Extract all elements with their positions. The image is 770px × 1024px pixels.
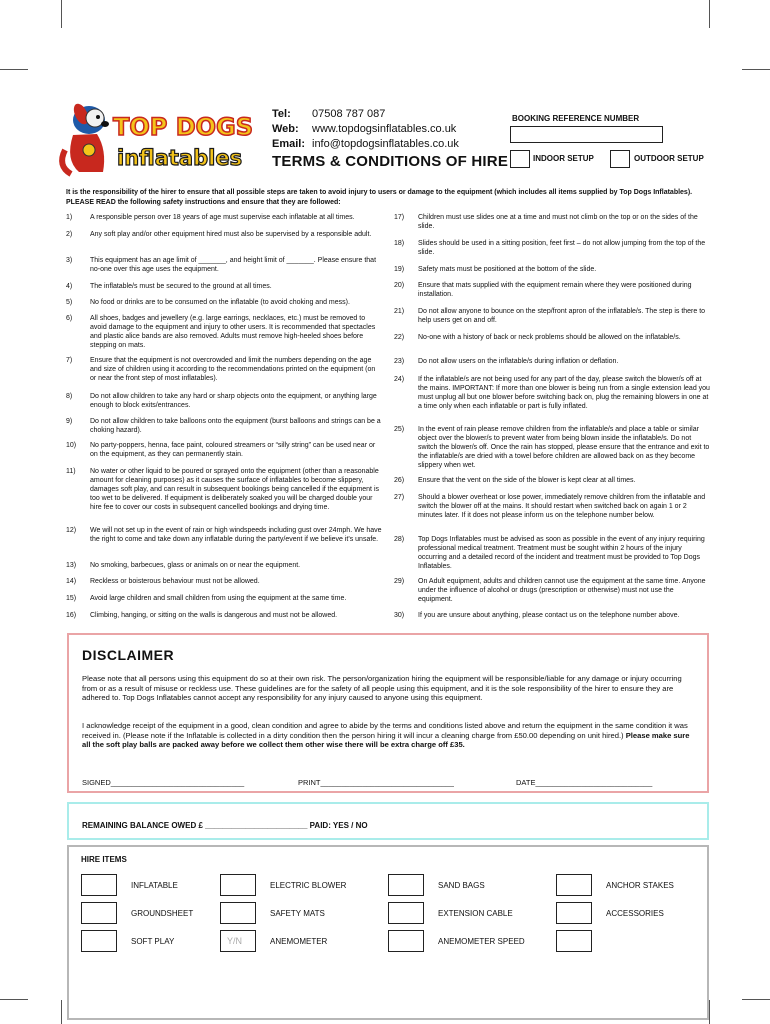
- term-item: [66, 282, 382, 291]
- hire-item-checkbox[interactable]: [556, 902, 592, 924]
- hire-item-checkbox[interactable]: [388, 930, 424, 952]
- contact-block: [272, 107, 459, 152]
- term-number: 13): [66, 562, 77, 569]
- hire-item-checkbox[interactable]: [81, 902, 117, 924]
- term-text: This equipment has an age limit of _______, and height limit of _______. Please ensure that no-one over this age uses the equipment.: [90, 257, 377, 273]
- tel-value: 07508 787 087: [312, 108, 386, 120]
- term-number: 17): [394, 214, 405, 221]
- term-number: 15): [66, 595, 77, 602]
- booking-reference-field[interactable]: [510, 126, 663, 143]
- tel-label: Tel:: [272, 108, 291, 120]
- term-number: 28): [394, 536, 405, 543]
- term-number: 27): [394, 494, 405, 501]
- term-item: [66, 467, 382, 512]
- term-number: 19): [394, 266, 405, 273]
- acknowledgement-paragraph: [82, 721, 694, 750]
- term-number: 26): [394, 477, 405, 484]
- term-item: [394, 357, 710, 366]
- term-number: 16): [66, 612, 77, 619]
- hire-items-title: HIRE ITEMS: [81, 855, 127, 864]
- term-number: 29): [394, 578, 405, 585]
- balance-section: [67, 802, 709, 840]
- web-label: Web:: [272, 123, 299, 135]
- term-item: [394, 213, 710, 231]
- term-text: Reckless or boisterous behaviour must not be allowed.: [90, 578, 260, 585]
- term-item: [394, 611, 710, 620]
- term-text: All shoes, badges and jewellery (e.g. large earrings, necklaces, etc.) must be removed to avoid damage to the equipment and injury to other users. It is recommended that spectacles and plastic alice bands are also removed. Adults must remove high-heeled shoes before stepping on mats.: [90, 315, 376, 349]
- term-number: 12): [66, 527, 77, 534]
- hire-item-label: ACCESSORIES: [606, 909, 664, 918]
- term-number: 23): [394, 358, 405, 365]
- disclaimer-paragraph: Please note that all persons using this equipment do so at their own risk. The person/organization hiring the equipment will be responsible/liable for any damage or injury occurring from or as a result of misuse or reckless use. These guidelines are for the safety of all people using this equipment, and it is the sole responsibility of the hirer to ensure they are adhered to. Top Dogs Inflatables cannot accept any responsibility for any injury caused to anyone using this equipment.: [82, 674, 682, 703]
- term-number: 4): [66, 283, 73, 290]
- term-item: [66, 298, 382, 307]
- term-item: [394, 265, 710, 274]
- term-text: Do not allow users on the inflatable/s during inflation or deflation.: [418, 358, 619, 365]
- term-number: 11): [66, 468, 76, 475]
- term-text: We will not set up in the event of rain or high windspeeds including gust over 24mph. We have the right to come and take down any inflatable during the party/event if we believe it's unsafe.: [90, 527, 382, 543]
- term-text: A responsible person over 18 years of age must supervise each inflatable at all times.: [90, 214, 355, 221]
- term-text: If you are unsure about anything, please contact us on the telephone number above.: [418, 612, 680, 619]
- term-item: [394, 307, 710, 325]
- crop-mark: [61, 0, 62, 28]
- term-item: [66, 314, 382, 350]
- term-number: 14): [66, 578, 77, 585]
- outdoor-setup-label: OUTDOOR SETUP: [634, 154, 704, 163]
- outdoor-setup-checkbox[interactable]: [610, 150, 630, 168]
- term-text: Climbing, hanging, or sitting on the walls is dangerous and must not be allowed.: [90, 612, 338, 619]
- term-text: Ensure that the vent on the side of the blower is kept clear at all times.: [418, 477, 636, 484]
- indoor-setup-label: INDOOR SETUP: [533, 154, 594, 163]
- hire-item-checkbox[interactable]: [220, 874, 256, 896]
- term-text: Top Dogs Inflatables must be advised as soon as possible in the event of any injury requiring professional medical treatment. Treatment must be sought within 2 hours of the injury occurring and a detailed record of the incident and treatment must be provided to Top Dogs Inflatables.: [418, 536, 705, 570]
- hire-item-checkbox[interactable]: [220, 902, 256, 924]
- term-text: Children must use slides one at a time and must not climb on the top or on the sides of the slide.: [418, 214, 698, 230]
- brand-line1: TOP DOGS: [113, 113, 254, 141]
- term-number: 24): [394, 376, 405, 383]
- crop-mark: [742, 69, 770, 70]
- disclaimer-section: [67, 633, 709, 793]
- term-text: No smoking, barbecues, glass or animals on or near the equipment.: [90, 562, 301, 569]
- term-text: Do not allow children to take balloons onto the equipment (burst balloons and strings can be a choking hazard).: [90, 418, 381, 434]
- web-value: www.topdogsinflatables.co.uk: [312, 123, 457, 135]
- intro-text: It is the responsibility of the hirer to ensure that all possible steps are taken to avoid injury to users or damage to the equipment (which includes all items supplied by Top Dogs Inflatables). PLEASE READ the following safety instructions and ensure that they are followed:: [66, 189, 693, 206]
- term-number: 8): [66, 393, 73, 400]
- term-item: [394, 425, 710, 470]
- term-number: 21): [394, 308, 405, 315]
- term-item: [394, 577, 710, 604]
- crop-mark: [0, 69, 28, 70]
- term-text: Avoid large children and small children from using the equipment at the same time.: [90, 595, 347, 602]
- term-number: 22): [394, 334, 405, 341]
- term-item: [66, 230, 382, 239]
- term-number: 1): [66, 214, 73, 221]
- term-item: [394, 333, 710, 342]
- term-item: [394, 493, 710, 520]
- print-field[interactable]: PRINT________________________________: [298, 778, 454, 787]
- term-text: No-one with a history of back or neck problems should be allowed on the inflatable/s.: [418, 334, 681, 341]
- email-label: Email:: [272, 138, 306, 150]
- term-item: [66, 561, 382, 570]
- hire-item-label: INFLATABLE: [131, 881, 178, 890]
- term-item: [66, 441, 382, 459]
- hire-item-checkbox[interactable]: [388, 902, 424, 924]
- balance-text[interactable]: REMAINING BALANCE OWED £ _______________________ PAID: YES / NO: [82, 821, 368, 830]
- term-item: [394, 375, 710, 411]
- crop-mark: [742, 999, 770, 1000]
- term-item: [66, 392, 382, 410]
- term-item: [66, 611, 382, 620]
- date-field[interactable]: DATE____________________________: [516, 778, 653, 787]
- hire-item-label: ELECTRIC BLOWER: [270, 881, 347, 890]
- page-title: TERMS & CONDITIONS OF HIRE: [272, 153, 509, 170]
- term-number: 7): [66, 357, 73, 364]
- term-item: [66, 577, 382, 586]
- soft-play-warning: Please make sure all the soft play balls are packed away before we collect them other wise there will be extra charge off £35.: [82, 730, 690, 750]
- hire-item-checkbox[interactable]: [556, 930, 592, 952]
- hire-item-checkbox[interactable]: [556, 874, 592, 896]
- term-text: No food or drinks are to be consumed on the inflatable (to avoid choking and mess).: [90, 299, 350, 306]
- term-item: [66, 417, 382, 435]
- booking-reference-label: BOOKING REFERENCE NUMBER: [512, 114, 640, 123]
- term-text: On Adult equipment, adults and children cannot use the equipment at the same time. Anyone under the influence of alcohol or drugs (prescription or otherwise) must not use the equipment.: [418, 578, 706, 603]
- indoor-setup-checkbox[interactable]: [510, 150, 530, 168]
- brand-logo: [55, 90, 270, 180]
- term-number: 10): [66, 442, 77, 449]
- hire-items-section: [67, 845, 709, 1020]
- term-number: 2): [66, 231, 73, 238]
- hire-item-label: GROUNDSHEET: [131, 909, 194, 918]
- term-item: [394, 239, 710, 257]
- term-number: 6): [66, 315, 73, 322]
- hire-item-label: EXTENSION CABLE: [438, 909, 513, 918]
- acknowledgement-text: I acknowledge receipt of the equipment in a good, clean condition and agree to abide by the terms and conditions listed above and return the equipment in the same condition it was received in. (Please note if the Inflatable is collected in a dirty condition then the person hiring it will incur a cleaning charge from £50.00 depending on unit hired.): [82, 721, 688, 740]
- crop-mark: [709, 0, 710, 28]
- disclaimer-title: DISCLAIMER: [82, 647, 175, 663]
- term-item: [66, 526, 382, 544]
- term-number: 30): [394, 612, 405, 619]
- term-text: Slides should be used in a sitting position, feet first – do not allow jumping from the top of the slide.: [418, 240, 706, 256]
- term-text: If the inflatable/s are not being used for any part of the day, please switch the blower/s off at the mains. IMPORTANT: If more than one blower is being run from a single extension lead you must unplug all but one blower before switching back on, plug the remaining blowers in one at a time only when each inflatable or part is fully inflated.: [418, 376, 710, 410]
- term-text: Ensure that the equipment is not overcrowded and limit the numbers depending on the age and size of children using it according to the recommendations printed on the equipment (on or near the front step of most inflatables).: [90, 357, 376, 382]
- term-text: The inflatable/s must be secured to the ground at all times.: [90, 283, 272, 290]
- hire-item-label: ANEMOMETER: [270, 937, 328, 946]
- term-text: No party-poppers, henna, face paint, coloured streamers or “silly string” can be used near or on the equipment, as they can permanently stain.: [90, 442, 376, 458]
- hire-item-label: SAND BAGS: [438, 881, 485, 890]
- crop-mark: [709, 1000, 710, 1024]
- hire-item-label: SOFT PLAY: [131, 937, 175, 946]
- term-item: [66, 356, 382, 383]
- term-text: Do not allow anyone to bounce on the step/front apron of the inflatable/s. The step is there to help users get on and off.: [418, 308, 706, 324]
- crop-mark: [61, 1000, 62, 1024]
- brand-line2: inflatables: [117, 146, 243, 170]
- hire-item-label: ANEMOMETER SPEED: [438, 937, 525, 946]
- term-item: [66, 594, 382, 603]
- signed-field[interactable]: SIGNED________________________________: [82, 778, 245, 787]
- term-number: 5): [66, 299, 73, 306]
- term-number: 20): [394, 282, 405, 289]
- term-number: 18): [394, 240, 405, 247]
- term-item: [394, 535, 710, 571]
- term-text: Ensure that mats supplied with the equipment remain where they were positioned during installation.: [418, 282, 692, 298]
- email-value: info@topdogsinflatables.co.uk: [312, 138, 459, 150]
- term-text: In the event of rain please remove children from the inflatable/s and place a table or similar object over the blower/s to prevent water from being blown inside the inflatable/s. Do not switch the blower/s off. Once the rain has stopped, please ensure that the entrance and exit to the inflatable/s are dried with a towel before children are allowed back on as they become slippery when wet.: [418, 426, 710, 469]
- term-text: Safety mats must be positioned at the bottom of the slide.: [418, 266, 597, 273]
- term-number: 9): [66, 418, 73, 425]
- term-item: [394, 281, 710, 299]
- term-item: [66, 256, 382, 274]
- yn-watermark: Y/N: [227, 936, 243, 946]
- hire-item-label: SAFETY MATS: [270, 909, 325, 918]
- hire-item-checkbox[interactable]: [81, 874, 117, 896]
- term-text: No water or other liquid to be poured or sprayed onto the equipment (other than a reasonable amount for cleaning purposes) as it causes the surface of inflatables to become slippery, damages soft play, and can result in subsequent bookings being cancelled if the equipment is too wet to be delivered. If equipment is deliberately soaked you will be charged double your hire fee to cover our costs in subsequent cancelled bookings and drying time.: [90, 468, 379, 511]
- crop-mark: [0, 999, 28, 1000]
- hire-item-label: ANCHOR STAKES: [606, 881, 674, 890]
- term-text: Should a blower overheat or lose power, immediately remove children from the inflatable and switch the blower off at the mains. It should restart when switched back on again 1 or 2 minutes later. If it does not please inform us on the telephone number below.: [418, 494, 706, 519]
- term-item: [66, 213, 382, 222]
- term-number: 3): [66, 257, 73, 264]
- term-text: Do not allow children to take any hard or sharp objects onto the equipment, or anything large enough to block exits/entrances.: [90, 393, 377, 409]
- term-text: Any soft play and/or other equipment hired must also be supervised by a responsible adult.: [90, 231, 372, 238]
- hire-item-checkbox[interactable]: [388, 874, 424, 896]
- term-item: [394, 476, 710, 485]
- term-number: 25): [394, 426, 405, 433]
- hire-item-checkbox[interactable]: [81, 930, 117, 952]
